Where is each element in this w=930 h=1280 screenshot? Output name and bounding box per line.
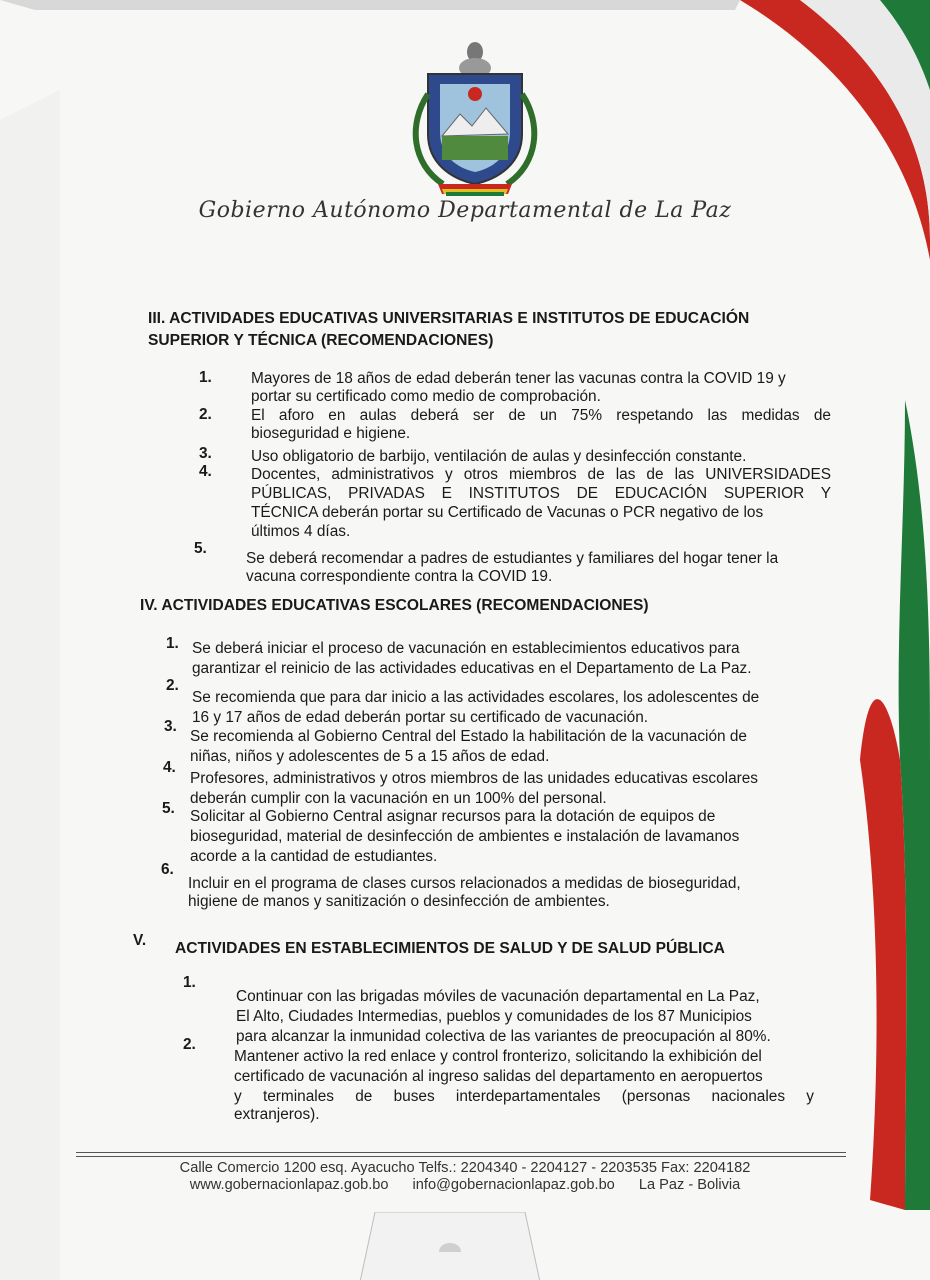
section4-item5-line3: acorde a la cantidad de estudiantes.	[190, 848, 438, 865]
section5-item1-line1: Continuar con las brigadas móviles de vacunación departamental en La Paz,	[236, 988, 760, 1005]
section5-item2-line2: certificado de vacunación al ingreso salidas del departamento en aeropuertos	[234, 1068, 763, 1085]
section4-item1-number: 1.	[166, 635, 179, 652]
section3-item1-line1: Mayores de 18 años de edad deberán tener las vacunas contra la COVID 19 y	[251, 370, 786, 387]
section4-item5-number: 5.	[162, 800, 175, 817]
section3-item3-number: 3.	[199, 445, 212, 462]
section3-item4-line4: últimos 4 días.	[251, 523, 351, 540]
section5-item1-line3: para alcanzar la inmunidad colectiva de las variantes de preocupación al 80%.	[236, 1028, 771, 1045]
section4-item5-line1: Solicitar al Gobierno Central asignar recursos para la dotación de equipos de	[190, 808, 716, 825]
section4-item3-line2: niñas, niños y adolescentes de 5 a 15 años de edad.	[190, 748, 550, 765]
section3-item2-number: 2.	[199, 406, 212, 423]
section4-item1-line2: garantizar el reinicio de las actividades educativas en el Departamento de La Paz.	[192, 660, 752, 677]
section4-item3-line1: Se recomienda al Gobierno Central del Estado la habilitación de la vacunación de	[190, 728, 747, 745]
section4-item2-line1: Se recomienda que para dar inicio a las actividades escolares, los adolescentes de	[192, 689, 760, 706]
footer-divider	[76, 1152, 846, 1157]
section4-item4-number: 4.	[163, 759, 176, 776]
section5-item2-line4: extranjeros).	[234, 1106, 320, 1123]
footer-website: www.gobernacionlapaz.gob.bo	[189, 1177, 389, 1193]
section3-item2-line1: El aforo en aulas deberá ser de un 75% respetando las medidas de	[251, 407, 831, 424]
footer-email: info@gobernacionlapaz.gob.bo	[412, 1177, 615, 1193]
section4-item1-line1: Se deberá iniciar el proceso de vacunación en establecimientos educativos para	[192, 640, 740, 657]
section4-title: IV. ACTIVIDADES EDUCATIVAS ESCOLARES (RECOMENDACIONES)	[140, 597, 649, 614]
footer-contact	[0, 1177, 930, 1193]
section5-item1-line2: El Alto, Ciudades Intermedias, pueblos y comunidades de los 87 Municipios	[236, 1008, 752, 1025]
section5-title: ACTIVIDADES EN ESTABLECIMIENTOS DE SALUD Y DE SALUD PÚBLICA	[175, 940, 725, 957]
footer-address: Calle Comercio 1200 esq. Ayacucho Telfs.: 2204340 - 2204127 - 2203535 Fax: 2204182	[179, 1160, 751, 1176]
section3-item3-line1: Uso obligatorio de barbijo, ventilación de aulas y desinfección constante.	[251, 448, 747, 465]
section4-item3-number: 3.	[164, 718, 177, 735]
section3-item1-number: 1.	[199, 369, 212, 386]
section5-item2-line1: Mantener activo la red enlace y control fronterizo, solicitando la exhibición del	[234, 1048, 762, 1065]
section3-item5-line2: vacuna correspondiente contra la COVID 19.	[246, 568, 553, 585]
footer-city: La Paz - Bolivia	[638, 1177, 741, 1193]
section4-item5-line2: bioseguridad, material de desinfección de ambientes e instalación de lavamanos	[190, 828, 740, 845]
section5-number: V.	[133, 932, 147, 949]
section4-item2-line2: 16 y 17 años de edad deberán portar su certificado de vacunación.	[192, 709, 649, 726]
section4-item2-number: 2.	[166, 677, 179, 694]
section3-item4-line1: Docentes, administrativos y otros miembros de las de las UNIVERSIDADES	[251, 466, 831, 483]
section4-item6-line2: higiene de manos y sanitización o desinfección de ambientes.	[188, 893, 610, 910]
section4-item6-line1: Incluir en el programa de clases cursos relacionados a medidas de bioseguridad,	[188, 875, 741, 892]
section3-item4-number: 4.	[199, 463, 212, 480]
section5-item2-number: 2.	[183, 1036, 196, 1053]
section3-title-line1: III. ACTIVIDADES EDUCATIVAS UNIVERSITARIAS E INSTITUTOS DE EDUCACIÓN	[148, 310, 750, 327]
section3-item5-number: 5.	[194, 540, 207, 557]
section4-item6-number: 6.	[161, 861, 174, 878]
section4-item4-line2: deberán cumplir con la vacunación en un 100% del personal.	[190, 790, 607, 807]
section3-title-line2: SUPERIOR Y TÉCNICA (RECOMENDACIONES)	[148, 332, 494, 349]
section3-item5-line1: Se deberá recomendar a padres de estudiantes y familiares del hogar tener la	[246, 550, 779, 567]
section3-item1-line2: portar su certificado como medio de comprobación.	[251, 388, 601, 405]
section4-item4-line1: Profesores, administrativos y otros miembros de las unidades educativas escolares	[190, 770, 759, 787]
section3-item2-line2: bioseguridad e higiene.	[251, 425, 411, 442]
section5-item2-line3: y terminales de buses interdepartamentales (personas nacionales y	[234, 1088, 814, 1105]
folder-tab	[355, 1212, 545, 1280]
government-name: Gobierno Autónomo Departamental de La Paz	[198, 198, 732, 223]
section3-item4-line3: TÉCNICA deberán portar su Certificado de Vacunas o PCR negativo de los	[251, 504, 764, 521]
section3-item4-line2: PÚBLICAS, PRIVADAS E INSTITUTOS DE EDUCACIÓN SUPERIOR Y	[251, 485, 831, 502]
section5-item1-number: 1.	[183, 974, 196, 991]
